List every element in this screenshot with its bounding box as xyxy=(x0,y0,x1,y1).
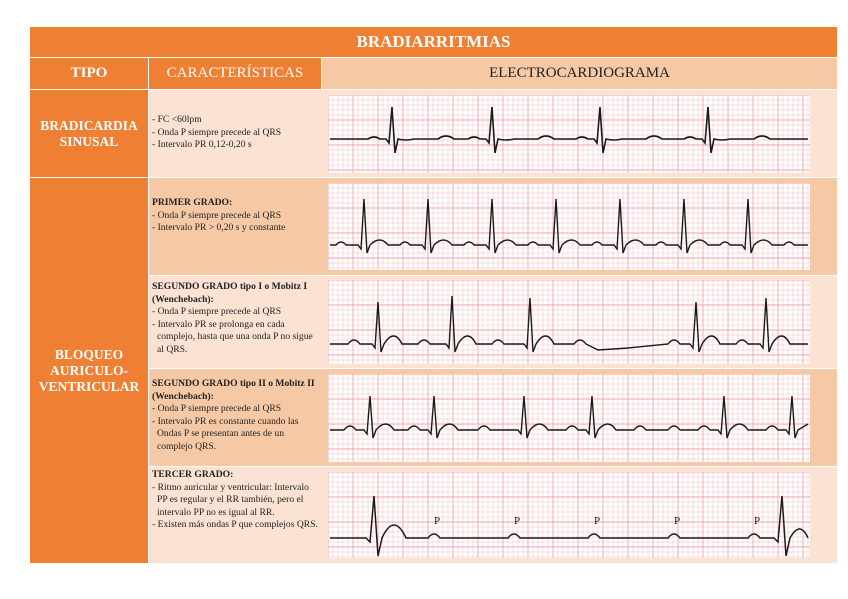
text-primer-grado xyxy=(149,197,321,235)
ecg-segundo-grado-1 xyxy=(328,280,810,364)
item-heading: TERCER GRADO: xyxy=(152,469,234,480)
item: - Onda P siempre precede al QRS xyxy=(152,306,282,318)
table-title: BRADIARRITMIAS xyxy=(30,27,837,57)
type-bloqueo-av: BLOQUEO AURICULO-VENTRICULAR xyxy=(30,178,148,563)
item-heading: SEGUNDO GRADO tipo II o Mobitz II (Wenchebach): xyxy=(152,378,315,402)
item: - Onda P siempre precede al QRS xyxy=(152,126,282,138)
item: - Ritmo auricular y ventricular: Intervalo PP es regular y el RR también, pero el intervalo PP no es igual al RR. xyxy=(152,481,309,518)
ecg-bradicardia-sinusal xyxy=(328,95,810,173)
p-wave-label: P xyxy=(674,515,681,527)
header-electrocardiograma: ELECTROCARDIOGRAMA xyxy=(322,58,837,89)
text-tercer-grado xyxy=(149,469,321,532)
type-bradicardia-sinusal: BRADICARDIA SINUSAL xyxy=(30,90,148,177)
item-heading: SEGUNDO GRADO tipo I o Mobitz I (Wenchebach): xyxy=(152,281,308,305)
text-bradicardia xyxy=(149,114,321,152)
ecg-tercer-grado xyxy=(328,472,810,558)
item: - Intervalo PR es constante cuando las Ondas P se presentan antes de un complejo QRS. xyxy=(152,415,299,452)
p-wave-label: P xyxy=(594,515,601,527)
header-tipo: TIPO xyxy=(30,58,148,89)
p-wave-label: P xyxy=(434,515,441,527)
text-segundo-grado-2 xyxy=(149,378,321,454)
item: - Onda P siempre precede al QRS xyxy=(152,209,282,221)
header-caracteristicas: CARACTERÍSTICAS xyxy=(149,58,321,89)
item: - Intervalo PR se prolonga en cada complejo, hasta que una onda P no sigue al QRS. xyxy=(152,318,313,355)
item: - FC <60lpm xyxy=(152,114,202,125)
item-heading: PRIMER GRADO: xyxy=(152,197,233,208)
ecg-segundo-grado-2 xyxy=(328,374,810,462)
p-wave-label: P xyxy=(754,515,761,527)
ecg-primer-grado xyxy=(328,183,810,270)
item: - Intervalo PR > 0,20 s y constante xyxy=(152,222,286,234)
item: - Intervalo PR 0,12-0,20 s xyxy=(152,139,252,151)
item: - Existen más ondas P que complejos QRS. xyxy=(152,519,318,531)
p-wave-label: P xyxy=(514,515,521,527)
item: - Onda P siempre precede al QRS xyxy=(152,403,282,415)
text-segundo-grado-1 xyxy=(149,281,321,357)
